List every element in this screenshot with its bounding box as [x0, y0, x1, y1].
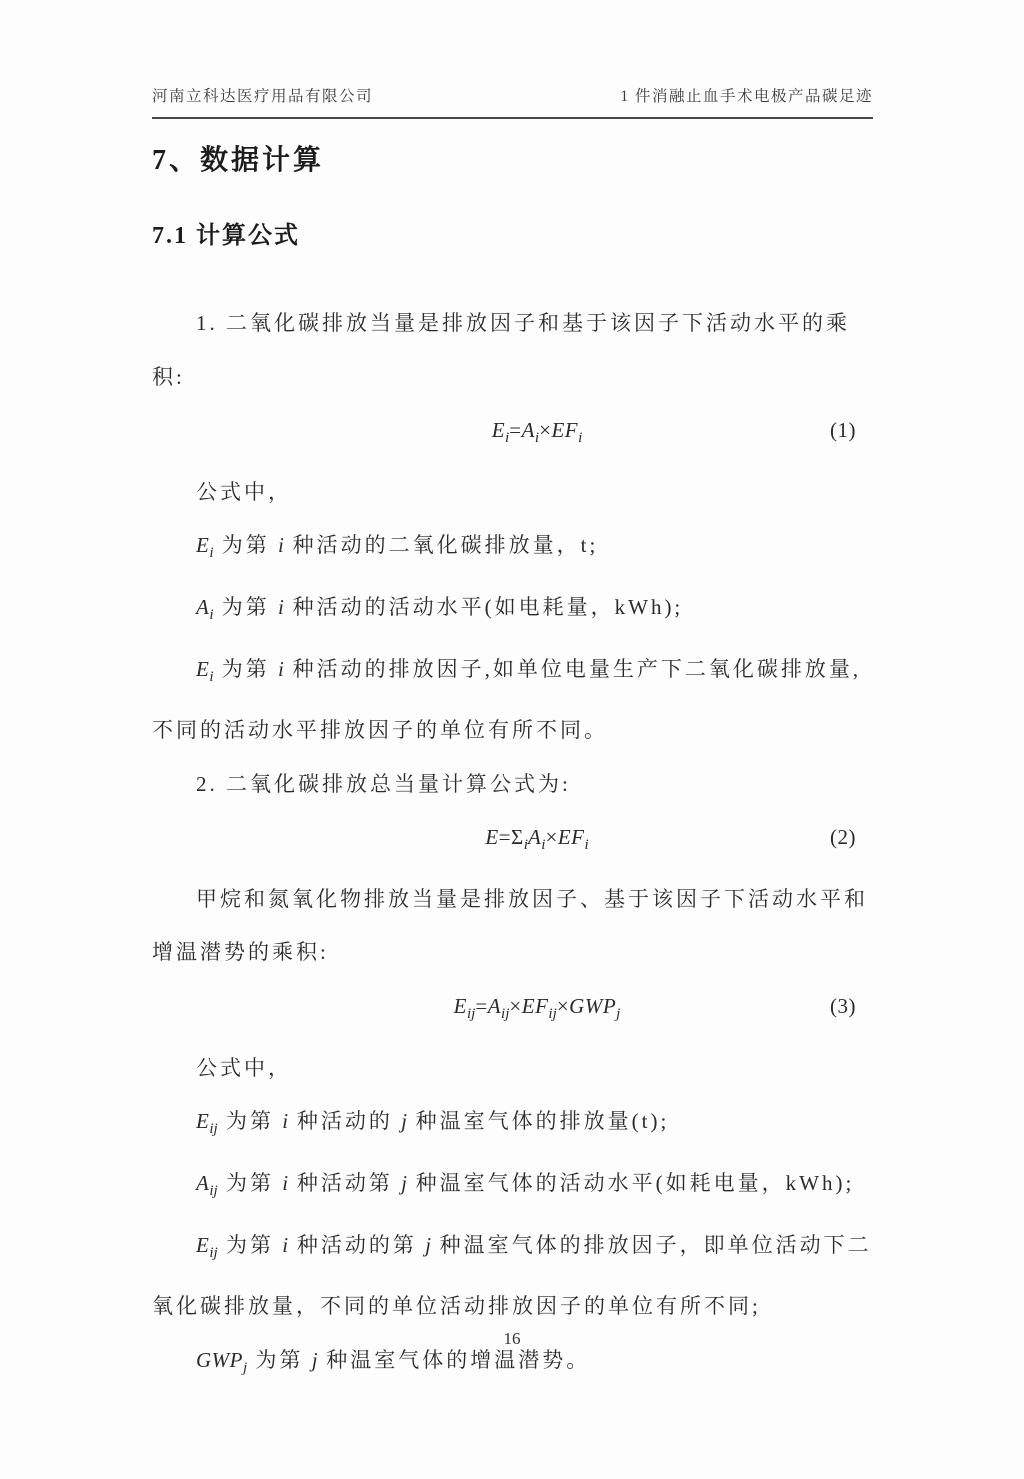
formula-subscript: ij — [548, 1006, 557, 1023]
text-segment: = — [475, 993, 488, 1018]
text-segment: × — [539, 418, 552, 442]
text-segment: 种活动的 — [288, 1109, 402, 1134]
text-segment: 种活动的排放因子,如单位电量生产下二氧化碳排放量, — [284, 656, 862, 681]
text-segment: i — [278, 533, 285, 558]
formula-subscript: ij — [209, 1244, 218, 1261]
text-segment: GWP — [569, 993, 617, 1018]
text-line — [152, 758, 870, 812]
formula-subscript: ij — [501, 1006, 510, 1023]
formula-subscript: j — [243, 1359, 248, 1376]
text-line — [152, 1095, 870, 1157]
text-segment: = — [509, 418, 522, 442]
formula — [492, 404, 583, 466]
page-number: 16 — [503, 1329, 521, 1348]
formula — [454, 980, 621, 1042]
text-segment: EF — [551, 418, 579, 442]
text-segment: 种温室气体的活动水平(如耗电量，kWh); — [407, 1170, 855, 1195]
text-segment: i — [282, 1170, 289, 1195]
text-segment: A — [521, 418, 535, 442]
formula-line — [152, 980, 870, 1042]
text-segment: 为第 — [213, 656, 279, 681]
text-segment: 种温室气体的排放因子，即单位活动下二 — [431, 1232, 872, 1257]
text-segment: 为第 — [217, 1232, 283, 1257]
text-segment: × — [545, 825, 558, 850]
text-segment: j — [311, 1347, 319, 1372]
text-segment: 种活动的二氧化碳排放量，t; — [284, 533, 599, 558]
formula-line — [152, 404, 870, 466]
text-segment: 种活动第 — [288, 1170, 402, 1195]
text-line — [152, 1157, 870, 1219]
text-segment: E — [196, 1232, 210, 1257]
text-segment: j — [425, 1232, 432, 1257]
text-segment: i — [282, 1109, 289, 1134]
text-segment: 积: — [152, 364, 185, 389]
equation-number: (1) — [830, 418, 856, 442]
text-segment: EF — [557, 825, 585, 850]
text-segment: GWP — [196, 1347, 243, 1372]
formula-subscript: i — [578, 430, 583, 447]
text-segment: j — [401, 1170, 408, 1195]
text-segment: j — [401, 1109, 408, 1134]
formula-subscript: ij — [209, 1121, 218, 1138]
formula-line — [152, 811, 870, 873]
text-segment: A — [196, 594, 210, 619]
text-line — [152, 581, 870, 643]
text-segment: =Σ — [498, 825, 524, 850]
text-line — [152, 704, 870, 758]
text-segment: 氧化碳排放量，不同的单位活动排放因子的单位有所不同; — [152, 1294, 761, 1319]
text-segment: × — [509, 993, 522, 1018]
text-segment: E — [196, 656, 210, 681]
text-segment: 种温室气体的排放量(t); — [407, 1109, 670, 1134]
text-segment: 为第 — [213, 594, 279, 619]
text-segment: 种活动的第 — [288, 1232, 426, 1257]
header-document-title: 1 件消融止血手术电极产品碳足迹 — [620, 88, 873, 105]
running-header — [152, 84, 873, 119]
formula-subscript: i — [534, 430, 540, 447]
formula-subscript: i — [523, 837, 528, 854]
text-segment: 为第 — [247, 1347, 312, 1372]
text-line — [152, 1042, 870, 1096]
text-line — [152, 297, 870, 351]
text-segment: 公式中， — [196, 479, 292, 504]
text-segment: EF — [521, 993, 549, 1018]
text-segment: 不同的活动水平排放因子的单位有所不同。 — [152, 718, 608, 743]
text-segment: E — [485, 825, 499, 850]
text-segment: 种温室气体的增温潜势。 — [318, 1347, 591, 1372]
text-segment: E — [453, 993, 467, 1018]
text-line — [152, 1280, 870, 1334]
text-line — [152, 519, 870, 581]
text-line — [152, 643, 870, 705]
text-line — [152, 926, 870, 980]
formula-subscript: ij — [466, 1006, 476, 1023]
text-segment: 甲烷和氮氧化物排放当量是排放因子、基于该因子下活动水平和 — [196, 886, 868, 911]
text-segment: × — [556, 993, 570, 1018]
text-segment: A — [196, 1170, 210, 1195]
text-segment: 公式中， — [196, 1055, 292, 1080]
text-segment: i — [282, 1232, 289, 1257]
text-segment: E — [196, 533, 210, 558]
formula-subscript: i — [584, 837, 589, 854]
equation-number: (2) — [830, 825, 856, 850]
text-segment: A — [487, 993, 502, 1018]
text-segment: i — [278, 594, 285, 619]
formula-subscript: i — [209, 668, 214, 685]
formula-subscript: i — [209, 545, 214, 562]
text-segment: 为第 — [217, 1109, 283, 1134]
text-segment: 2. 二氧化碳排放总当量计算公式为: — [196, 771, 571, 796]
document-body — [152, 297, 870, 1395]
header-company-name: 河南立科达医疗用品有限公司 — [152, 88, 374, 105]
text-segment: 1. 二氧化碳排放当量是排放因子和基于该因子下活动水平的乘 — [196, 311, 850, 335]
formula — [485, 811, 588, 873]
text-line — [152, 351, 870, 405]
text-segment: A — [527, 825, 542, 850]
text-segment: 为第 — [213, 533, 279, 558]
text-line — [152, 873, 870, 927]
text-segment: 为第 — [217, 1170, 283, 1195]
text-segment: i — [278, 656, 285, 681]
text-line — [152, 466, 870, 520]
text-segment: E — [196, 1109, 210, 1134]
formula-subscript: i — [505, 430, 510, 447]
text-segment: 种活动的活动水平(如电耗量，kWh); — [284, 594, 684, 619]
text-line — [152, 1219, 870, 1281]
formula-subscript: j — [616, 1006, 621, 1023]
subsection-heading: 7.1 计算公式 — [152, 223, 300, 249]
formula-subscript: i — [541, 837, 546, 854]
formula-subscript: i — [209, 607, 214, 624]
section-heading: 7、数据计算 — [152, 145, 325, 176]
text-segment: 增温潜势的乘积: — [152, 940, 329, 965]
text-segment: E — [491, 418, 506, 442]
formula-subscript: ij — [209, 1183, 218, 1199]
equation-number: (3) — [830, 993, 856, 1018]
